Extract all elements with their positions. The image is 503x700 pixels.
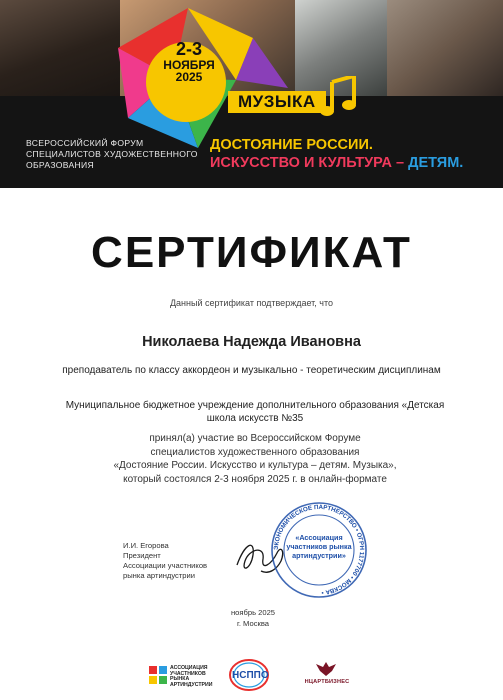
signer-title: Президент — [123, 551, 161, 560]
statement-line: «Достояние России. Искусство и культура – детям. Музыка», — [113, 460, 397, 471]
date-year: 2025 — [175, 70, 203, 85]
slogan-line-1: ДОСТОЯНИЕ РОССИИ. — [210, 137, 373, 153]
eagle-emblem-icon — [314, 660, 338, 678]
ncartbiznes-text: НЦАРТБИЗНЕС — [304, 679, 350, 685]
recipient-name: Николаева Надежда Ивановна — [142, 334, 361, 350]
date-month: НОЯБРЯ — [163, 57, 215, 72]
forum-name-line: ВСЕРОССИЙСКИЙ ФОРУМ — [26, 138, 144, 148]
stamp-line: участников рынка — [286, 542, 352, 551]
date-days: 2-3 — [175, 39, 202, 59]
logo-nsppo — [228, 658, 270, 692]
organization-line: школа искусств №35 — [206, 413, 304, 424]
organization-line: Муниципальное бюджетное учреждение дополнительного образования «Детская — [65, 400, 445, 411]
forum-name-line: ОБРАЗОВАНИЯ — [26, 160, 94, 170]
stamp-ring-text: ЭКОНОМИЧЕСКОЕ ПАРТНЕРСТВО • ОГРН 1177700 • МОСКВА • — [272, 503, 366, 596]
signer-org: рынка артиндустрии — [123, 571, 196, 580]
slogan-line-2b: ДЕТЯМ. — [408, 155, 464, 171]
photo-musician — [0, 0, 120, 96]
certificate-title: СЕРТИФИКАТ — [91, 228, 412, 277]
header-banner — [0, 0, 503, 188]
signer-org: Ассоциации участников — [123, 561, 208, 570]
forum-name — [26, 138, 198, 171]
forum-slogan — [210, 137, 463, 172]
photo-teacher — [387, 0, 503, 96]
logo-association — [149, 662, 213, 690]
signer-block — [123, 541, 207, 581]
statement-line: специалистов художественного образования — [150, 446, 360, 458]
recipient-organization — [40, 399, 470, 425]
stamp-line: артиндустрии» — [292, 551, 346, 560]
association-logo-line: РЫНКА — [170, 676, 190, 683]
event-date — [147, 40, 231, 84]
issue-date: ноябрь 2025 — [230, 608, 276, 617]
association-logo-text — [170, 666, 212, 688]
slogan-line-2a: ИСКУССТВО И КУЛЬТУРА – — [210, 155, 409, 171]
issue-place-date — [203, 608, 303, 629]
signer-name: И.И. Егорова — [123, 541, 169, 550]
logo-ncartbiznes — [297, 660, 357, 692]
music-note-icon — [318, 76, 358, 118]
association-logo-line: АССОЦИАЦИЯ — [170, 665, 208, 671]
association-logo-icon — [149, 666, 167, 684]
nsppo-text: НСППО — [232, 670, 269, 681]
association-logo-line: УЧАСТНИКОВ — [170, 670, 206, 677]
recipient-position: преподаватель по классу аккордеон и музыкально - теоретическим дисциплинам — [62, 365, 441, 376]
participation-statement — [40, 432, 470, 486]
forum-name-line: СПЕЦИАЛИСТОВ ХУДОЖЕСТВЕННОГО — [26, 149, 198, 159]
stamp-line: «Ассоциация — [295, 533, 343, 542]
certificate-lead: Данный сертификат подтверждает, что — [169, 298, 334, 308]
statement-line: принял(а) участие во Всероссийском Форуме — [149, 433, 361, 444]
statement-line: который состоялся 2-3 ноября 2025 г. в онлайн-формате — [123, 473, 387, 485]
music-tag: МУЗЫКА — [228, 91, 326, 113]
association-logo-line: АРТИНДУСТРИИ — [170, 681, 213, 688]
stamp-center-text — [284, 533, 354, 560]
issue-city: г. Москва — [237, 618, 269, 628]
